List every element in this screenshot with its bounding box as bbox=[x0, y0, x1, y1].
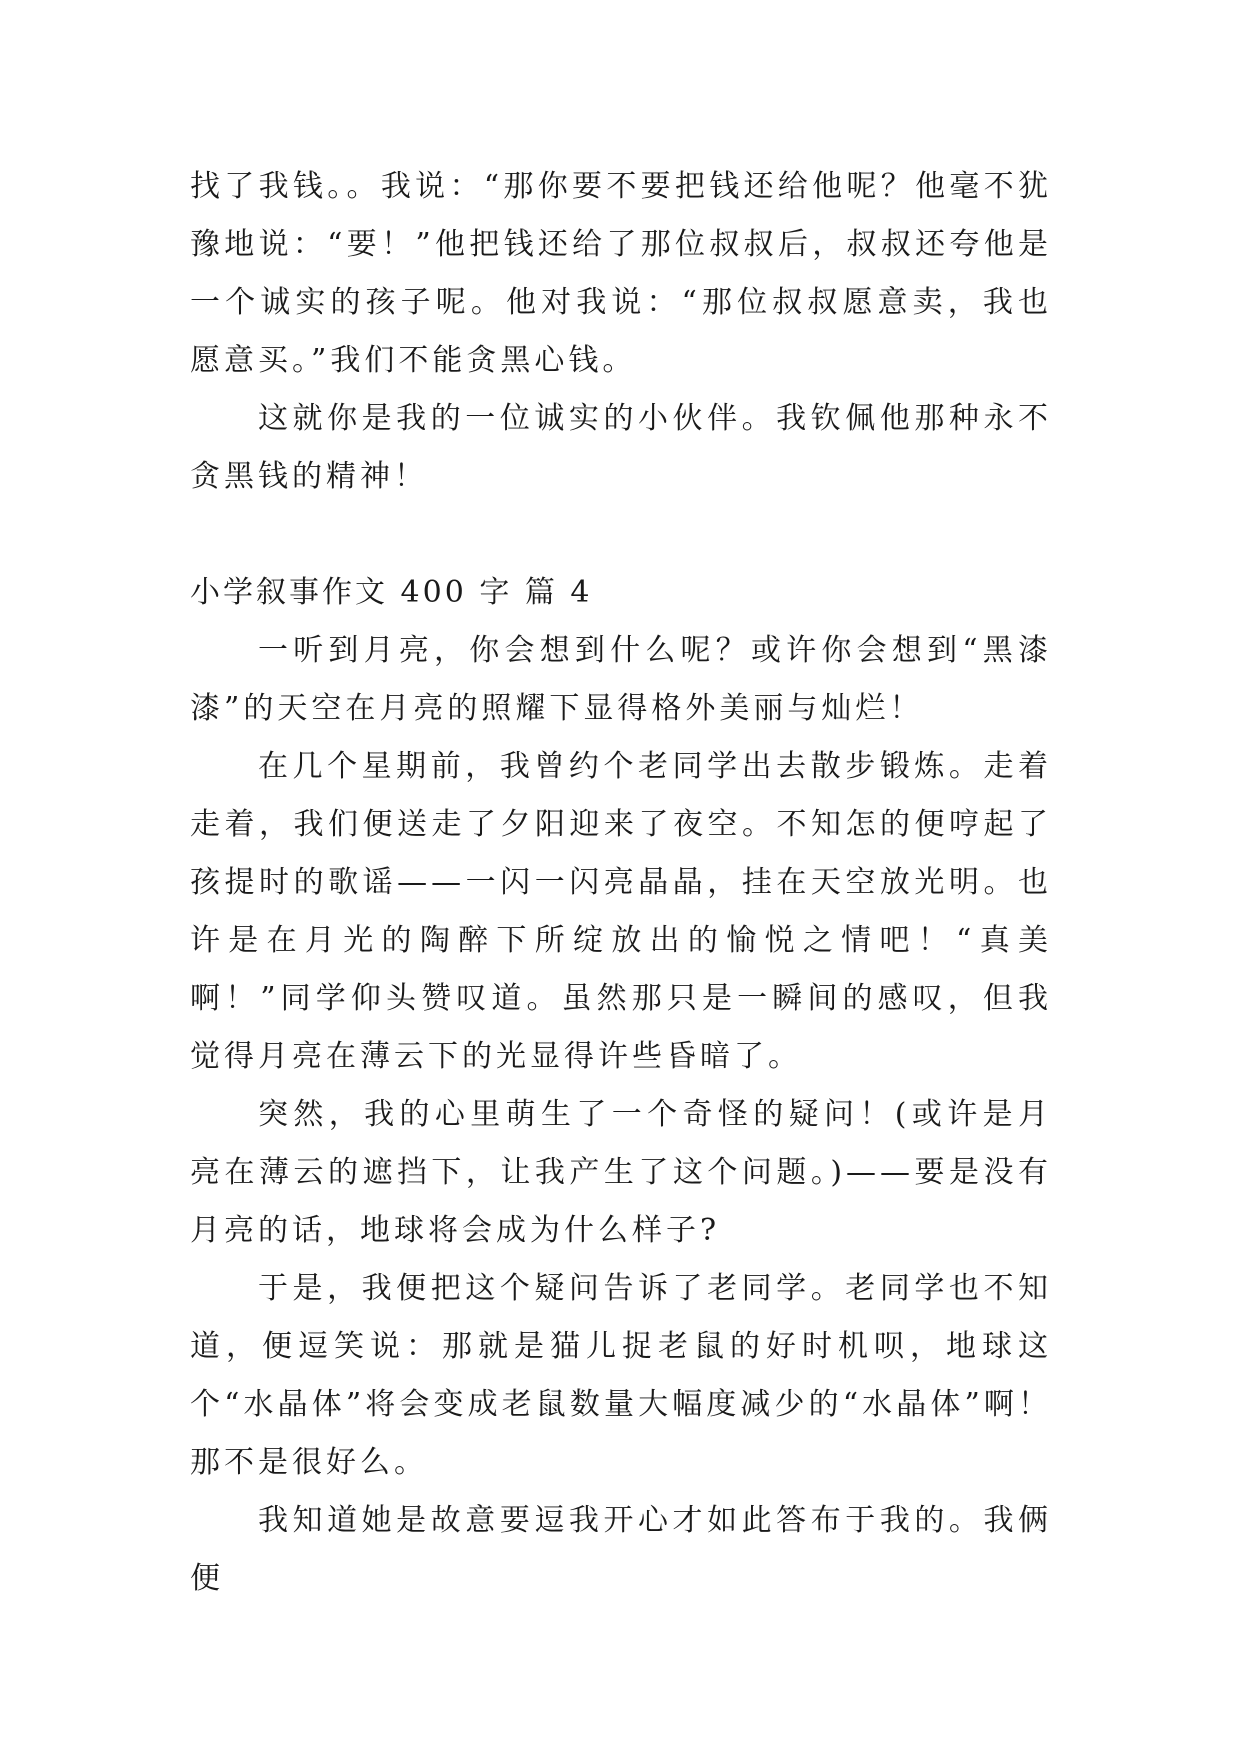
paragraph-continuation: 找了我钱。。我说：“那你要不要把钱还给他呢？他毫不犹豫地说：“要！”他把钱还给了那位叔叔后，叔叔还夸他是一个诚实的孩子呢。他对我说：“那位叔叔愿意卖，我也愿意买。”我们不能贪黑心钱。 bbox=[190, 169, 1052, 378]
paragraph-intro: 一听到月亮，你会想到什么呢？或许你会想到“黑漆漆”的天空在月亮的照耀下显得格外美丽与灿烂！ bbox=[190, 633, 1052, 726]
paragraph-conclusion: 这就你是我的一位诚实的小伙伴。我钦佩他那种永不贪黑钱的精神！ bbox=[190, 401, 1052, 494]
paragraph-walk: 在几个星期前，我曾约个老同学出去散步锻炼。走着走着，我们便送走了夕阳迎来了夜空。不知怎的便哼起了孩提时的歌谣——一闪一闪亮晶晶，挂在天空放光明。也许是在月光的陶醉下所绽放出的愉悦之情吧！“真美啊！”同学仰头赞叹道。虽然那只是一瞬间的感叹，但我觉得月亮在薄云下的光显得许些昏暗了。 bbox=[190, 749, 1052, 1074]
paragraph-ending: 我知道她是故意要逗我开心才如此答布于我的。我俩便 bbox=[190, 1503, 1052, 1596]
paragraph-reply: 于是，我便把这个疑问告诉了老同学。老同学也不知道，便逗笑说：那就是猫儿捉老鼠的好时机呗，地球这个“水晶体”将会变成老鼠数量大幅度减少的“水晶体”啊！那不是很好么。 bbox=[190, 1271, 1052, 1480]
paragraph-question: 突然，我的心里萌生了一个奇怪的疑问！(或许是月亮在薄云的遮挡下，让我产生了这个问题。)——要是没有月亮的话，地球将会成为什么样子? bbox=[190, 1097, 1052, 1248]
document-page bbox=[190, 158, 1052, 1608]
section-spacer bbox=[190, 506, 1052, 564]
section-heading: 小学叙事作文 400 字 篇 4 bbox=[190, 575, 593, 610]
